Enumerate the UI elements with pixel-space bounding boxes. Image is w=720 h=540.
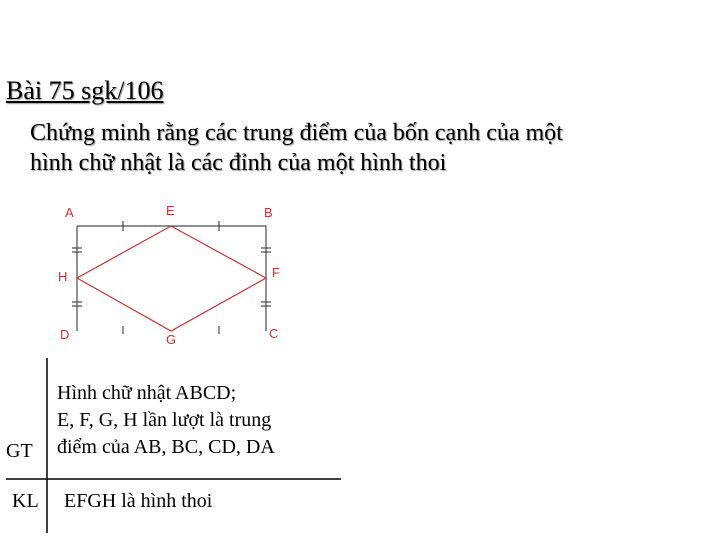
label-e: E: [166, 203, 175, 218]
label-c: C: [269, 326, 279, 341]
exercise-title: Bài 75 sgk/106: [6, 76, 164, 105]
given-statement: [57, 380, 275, 461]
label-f: F: [272, 265, 280, 280]
rectangle-abcd: [77, 226, 266, 331]
label-d: D: [60, 327, 70, 342]
given-line: E, F, G, H lần lượt là trung: [57, 409, 272, 431]
statement-line: hình chữ nhật là các đỉnh của một hình thoi: [30, 150, 447, 176]
label-b: B: [264, 205, 273, 220]
point-labels: [58, 203, 280, 347]
label-h: H: [58, 269, 68, 284]
tick-marks: [72, 221, 271, 334]
conclusion-text: EFGH là hình thoi: [64, 490, 213, 512]
statement-line: Chứng minh rằng các trung điểm của bốn cạnh của một: [30, 120, 563, 146]
kl-label: KL: [12, 490, 39, 512]
rhombus-efgh: [77, 226, 266, 331]
given-line: Hình chữ nhật ABCD;: [57, 382, 237, 404]
gt-label: GT: [6, 440, 33, 462]
label-a: A: [65, 205, 74, 220]
given-line: điểm của AB, BC, CD, DA: [57, 436, 275, 458]
label-g: G: [166, 332, 177, 347]
